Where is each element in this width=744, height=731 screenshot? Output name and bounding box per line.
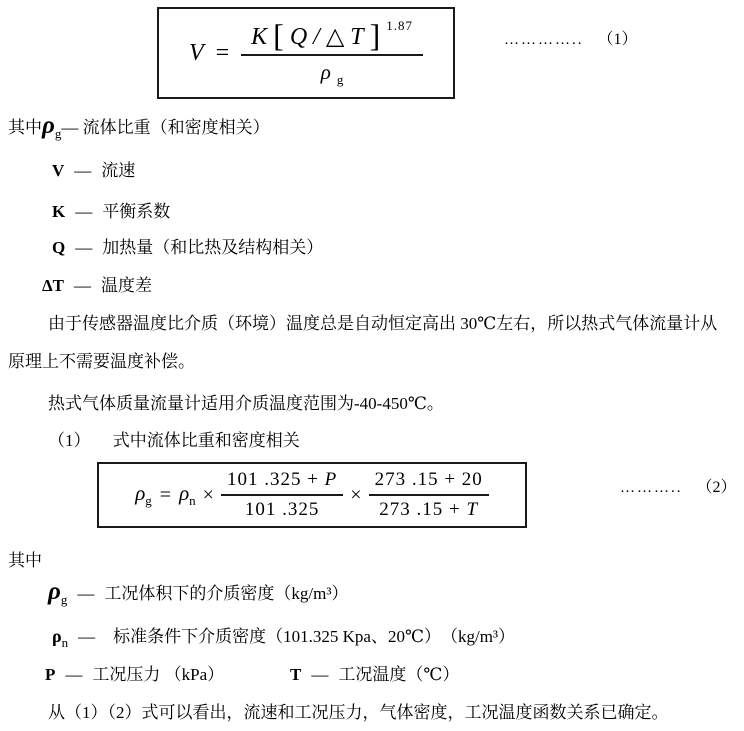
pressure-numerator (221, 469, 343, 496)
rho-subscript: g (145, 493, 152, 508)
paragraph-item-1 (48, 426, 300, 451)
dash: — (61, 118, 79, 137)
symbol: T (290, 665, 302, 684)
rho-symbol: ρ (48, 578, 61, 605)
rho-symbol: ρ (135, 481, 146, 505)
formula-1-inner: Q / △ T (289, 24, 364, 50)
definition-row-delta-t (42, 271, 152, 296)
rho-symbol: ρ (179, 481, 190, 505)
dots-leader: ………….. (504, 32, 584, 48)
symbol: V (52, 161, 65, 180)
conclusion-paragraph: 从（1）（2）式可以看出，流速和工况压力，气体密度，工况温度函数关系已确定。 (48, 703, 669, 722)
definition-text: 流速 (101, 161, 136, 180)
symbol: K (52, 202, 66, 221)
dash: — (77, 584, 95, 603)
rho-symbol: ρ (320, 60, 331, 84)
definition-row-q (52, 233, 323, 258)
left-bracket: [ (273, 17, 284, 53)
dash: — (74, 276, 91, 295)
definition-row-p (45, 660, 224, 685)
item-text: 式中流体比重和密度相关 (112, 431, 300, 450)
temperature-numerator: 273 .15 + 20 (369, 469, 489, 496)
symbol: P (45, 665, 56, 684)
definition-row-v (52, 156, 135, 181)
symbol: Q (52, 238, 66, 257)
paragraph-temperature-compensation: 由于传感器温度比介质（环境）温度总是自动恒定高出 30℃左右，所以热式气体流量计从原理上不需要温度补偿。 (8, 314, 718, 371)
formula-1-fraction (241, 18, 423, 88)
item-number: （1） (48, 431, 91, 450)
multiply-sign: × (202, 483, 214, 506)
rho-subscript: n (189, 493, 196, 508)
definition-text: 标准条件下介质密度（101.325 Kpa、20℃） （kg/m³） (113, 627, 516, 646)
pressure-fraction (221, 469, 343, 521)
definition-row-t (290, 660, 459, 685)
definition-row-rho-n (52, 622, 515, 651)
symbol: ΔT (42, 276, 64, 295)
rho-symbol: ρ (42, 112, 55, 139)
formula-1-box (157, 7, 455, 99)
rho-subscript: n (61, 635, 69, 650)
definition-text: 平衡系数 (102, 202, 171, 221)
definition-text: 加热量（和比热及结构相关） (102, 238, 324, 257)
where-clause-1 (8, 112, 270, 142)
where-prefix: 其中 (8, 118, 42, 137)
formula-1-equals: = (215, 39, 230, 66)
definition-text: 温度差 (101, 276, 152, 295)
formula-1-lhs: V (188, 39, 204, 66)
formula-2-box (97, 462, 527, 528)
dash: — (75, 238, 93, 257)
rho-subscript: g (54, 126, 62, 141)
equation-2-label: （2） (696, 479, 737, 496)
rho-symbol: ρ (52, 626, 62, 646)
paragraph-temperature-range: 热式气体质量流量计适用介质温度范围为-40-450℃。 (48, 394, 444, 413)
equation-number-1 (504, 26, 638, 49)
definition-row-rho-g (48, 578, 348, 608)
right-bracket: ] (369, 17, 381, 53)
dash: — (78, 627, 96, 646)
definition-text: 工况体积下的介质密度（kg/m³） (104, 584, 349, 603)
equation-number-2 (620, 474, 737, 497)
dash: — (75, 202, 93, 221)
numerator-text: 101 .325 + (226, 469, 319, 490)
formula-2-equals: = (159, 483, 172, 506)
temperature-denominator (379, 496, 478, 521)
variable-p: P (324, 469, 338, 490)
definition-text: 流体比重（和密度相关） (82, 118, 270, 137)
definition-text: 工况温度（℃） (338, 665, 460, 684)
where-clause-2: 其中 (8, 551, 42, 570)
formula-2-lhs (135, 481, 152, 509)
definition-row-k (52, 197, 170, 222)
formula-1-numerator (241, 18, 423, 56)
formula-2-rhs-symbol (179, 481, 196, 509)
definition-text: 工况压力 （kPa） (92, 665, 225, 684)
dots-leader: ……….. (620, 480, 683, 496)
equation-1-label: （1） (597, 31, 638, 48)
multiply-sign: × (350, 483, 362, 506)
denominator-text: 273 .15 + (379, 499, 461, 520)
formula-1-denominator (321, 56, 344, 88)
rho-subscript: g (336, 72, 344, 87)
formula-1-exponent: 1.87 (386, 18, 414, 33)
rho-subscript: g (60, 592, 68, 607)
variable-t: T (466, 499, 479, 520)
dash: — (65, 665, 83, 684)
dash: — (74, 161, 92, 180)
pressure-denominator: 101 .325 (244, 499, 320, 520)
temperature-fraction (369, 469, 489, 521)
dash: — (311, 665, 329, 684)
formula-1-coefficient: K (251, 24, 268, 50)
